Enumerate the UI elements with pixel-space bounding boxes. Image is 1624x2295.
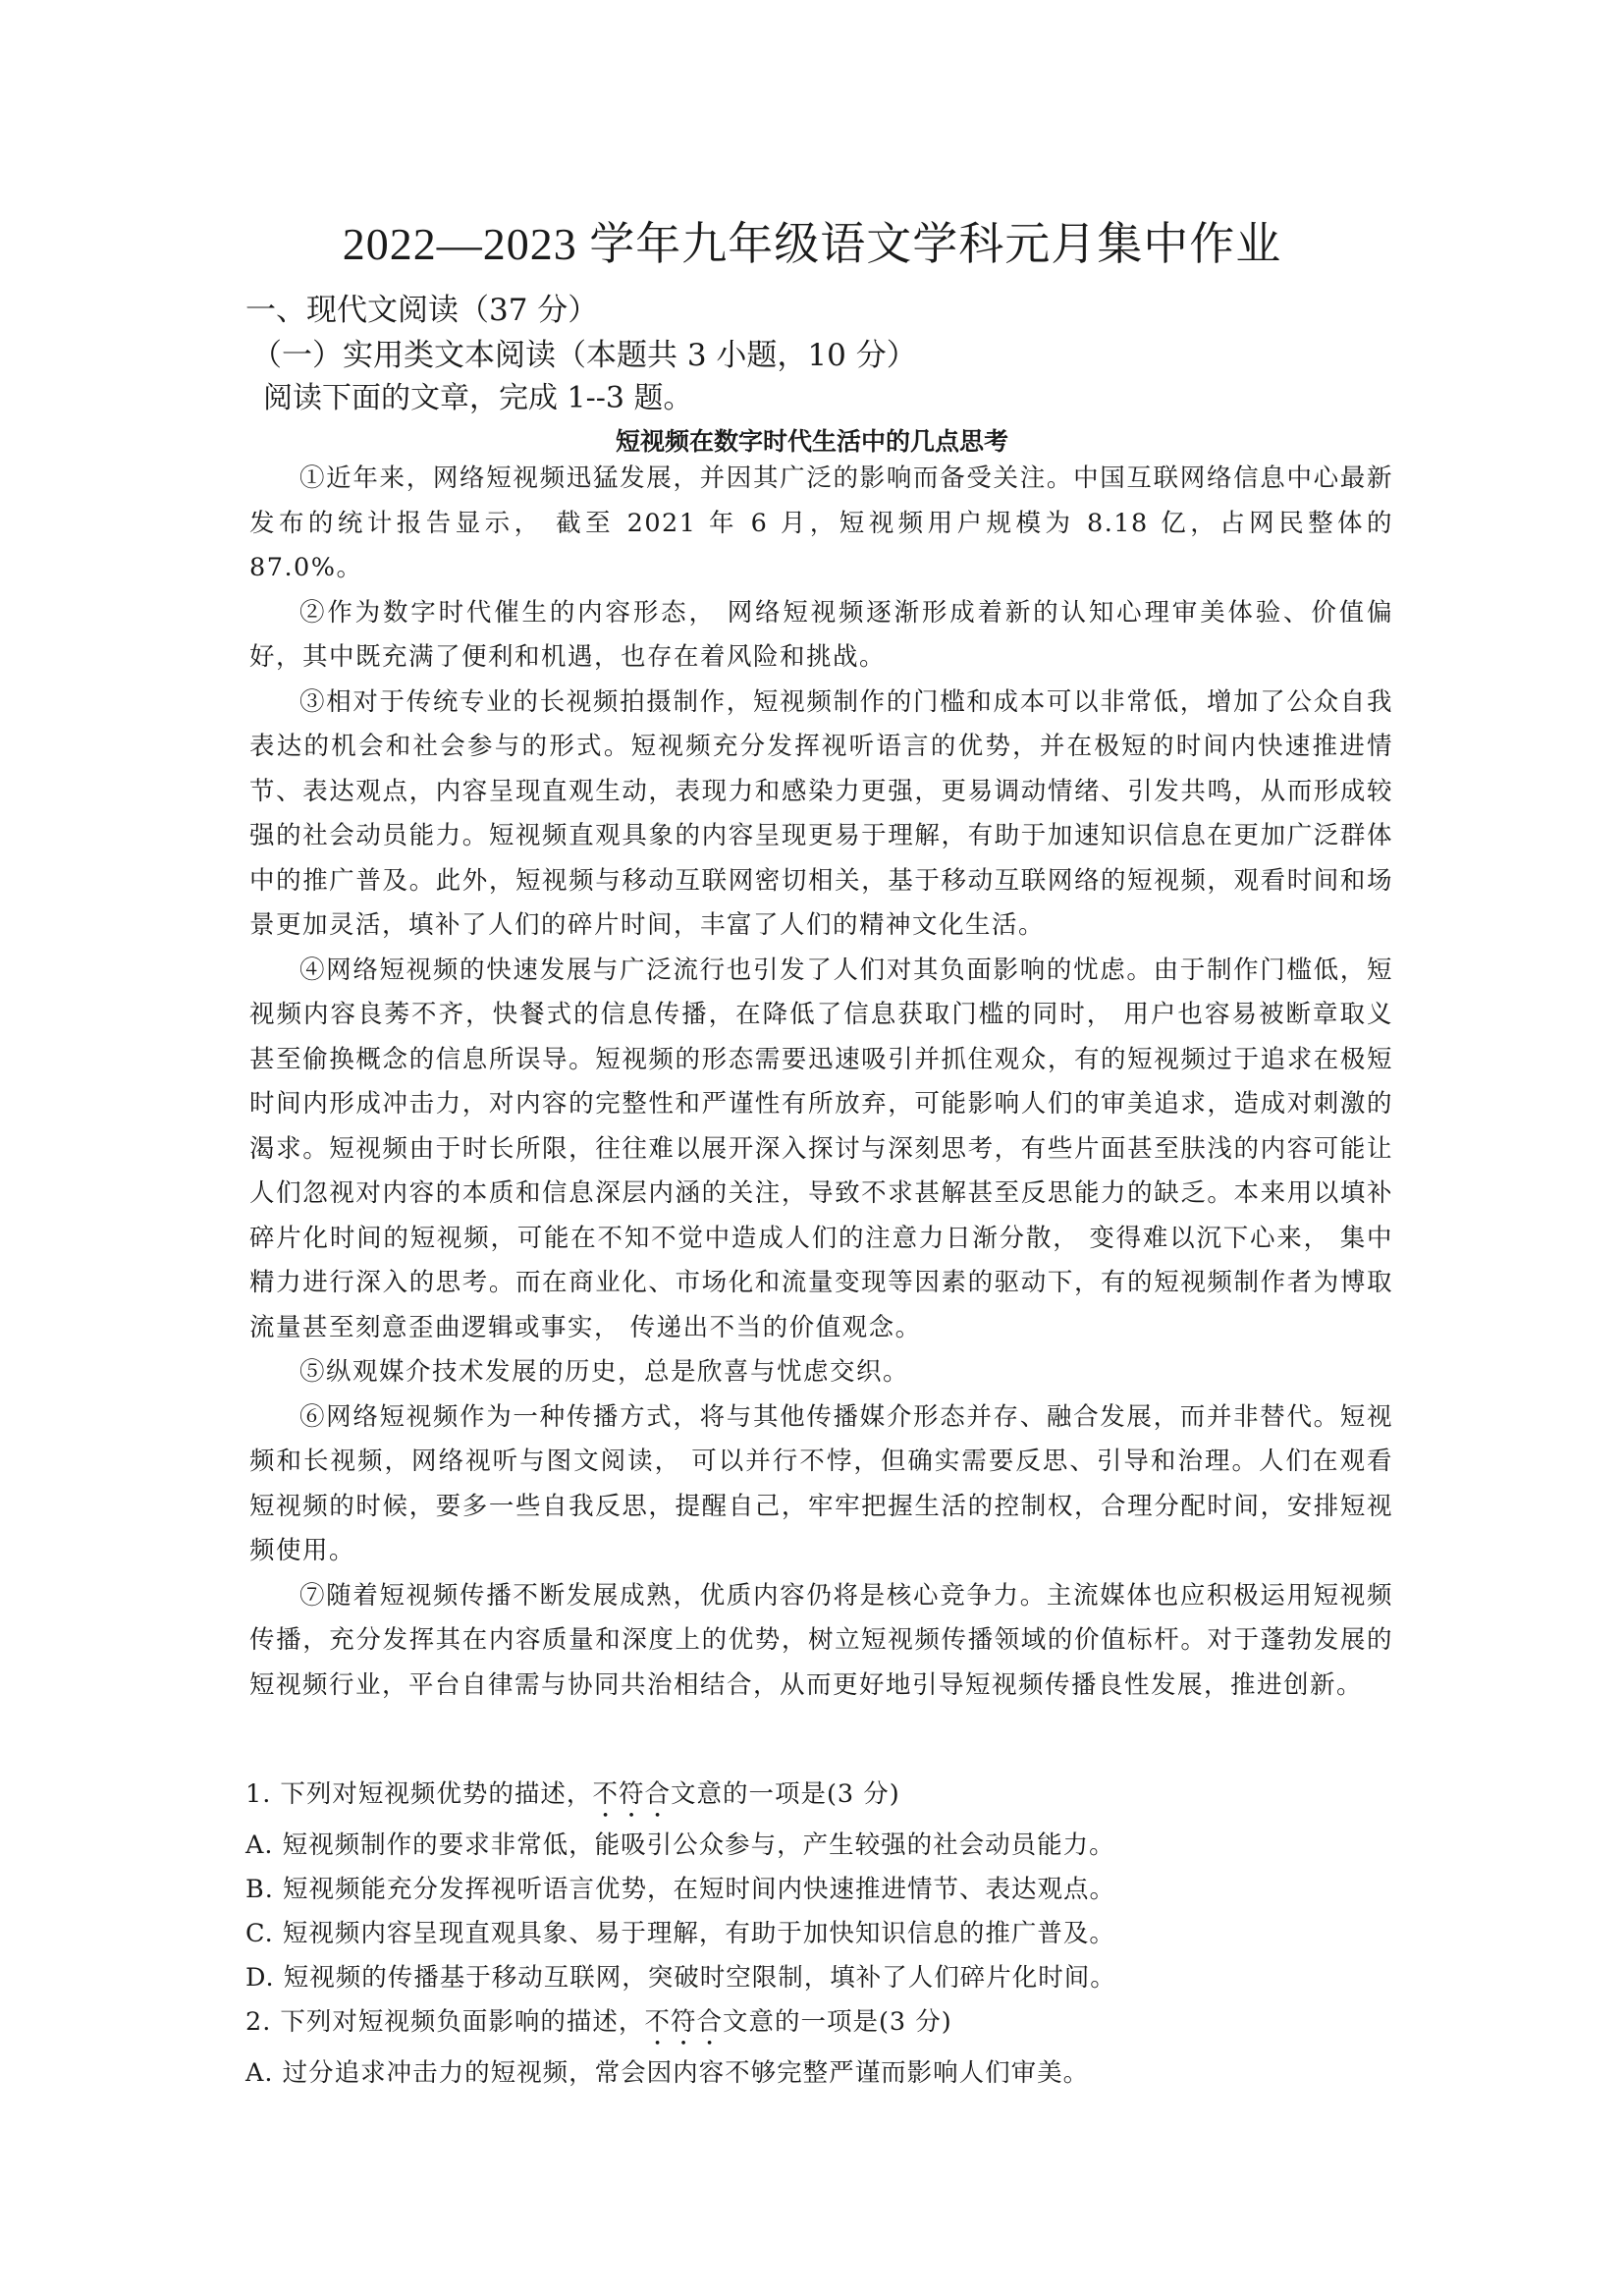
question-2-stem-text: 2. 下列对短视频负面影响的描述，	[245, 2007, 645, 2037]
paragraph-3: ③相对于传统专业的长视频拍摄制作，短视频制作的门槛和成本可以非常低，增加了公众自我表达的机会和社会参与的形式。短视频充分发挥视听语言的优势，并在极短的时间内快速推进情节、表达观点，内容呈现直观生动，表现力和感染力更强，更易调动情绪、引发共鸣，从而形成较强的社会动员能力。短视频直观具象的内容呈现更易于理解，有助于加速知识信息在更加广泛群体中的推广普及。此外，短视频与移动互联网密切相关，基于移动互联网络的短视频，观看时间和场景更加灵活，填补了人们的碎片时间，丰富了人们的精神文化生活。	[249, 686, 1393, 940]
article-body	[249, 457, 1393, 1708]
question-1-option-d: D. 短视频的传播基于移动互联网，突破时空限制，填补了人们碎片化时间。	[245, 1963, 1116, 1993]
paragraph-2: ②作为数字时代催生的内容形态， 网络短视频逐渐形成着新的认知心理审美体验、价值偏好，其中既充满了便利和机遇，也存在着风险和挑战。	[249, 597, 1393, 672]
question-1-stem-tail: 文意的一项是(3 分)	[670, 1779, 900, 1809]
question-2-stem	[245, 2000, 1404, 2051]
article-title: 短视频在数字时代生活中的几点思考	[615, 427, 1008, 456]
subsection-heading-practical-text: （一）实用类文本阅读（本题共 3 小题，10 分）	[251, 338, 917, 373]
question-list	[245, 1773, 1404, 2096]
question-1-option-a: A. 短视频制作的要求非常低，能吸引公众参与，产生较强的社会动员能力。	[245, 1831, 1115, 1860]
section-heading-modern-reading: 一、现代文阅读（37 分）	[245, 293, 599, 328]
paragraph-1: ①近年来，网络短视频迅猛发展，并因其广泛的影响而备受关注。中国互联网络信息中心最新发布的统计报告显示， 截至 2021 年 6 月，短视频用户规模为 8.18 亿，占网民整体的 87.0%。	[249, 464, 1393, 582]
question-1-stem	[245, 1773, 1404, 1824]
paragraph-7: ⑦随着短视频传播不断发展成熟，优质内容仍将是核心竞争力。主流媒体也应积极运用短视频传播，充分发挥其在内容质量和深度上的优势，树立短视频传播领域的价值标杆。对于蓬勃发展的短视频行业，平台自律需与协同共治相结合，从而更好地引导短视频传播良性发展，推进创新。	[249, 1580, 1393, 1700]
question-2-emphasis: 不符合	[644, 2007, 723, 2037]
paragraph-4: ④网络短视频的快速发展与广泛流行也引发了人们对其负面影响的忧虑。由于制作门槛低，短视频内容良莠不齐，快餐式的信息传播，在降低了信息获取门槛的同时， 用户也容易被断章取义甚至偷换概念的信息所误导。短视频的形态需要迅速吸引并抓住观众，有的短视频过于追求在极短时间内形成冲击力，对内容的完整性和严谨性有所放弃，可能影响人们的审美追求，造成对刺激的渴求。短视频由于时长所限，往往难以展开深入探讨与深刻思考，有些片面甚至肤浅的内容可能让人们忽视对内容的本质和信息深层内涵的关注，导致不求甚解甚至反思能力的缺乏。本来用以填补碎片化时间的短视频，可能在不知不觉中造成人们的注意力日渐分散， 变得难以沉下心来， 集中精力进行深入的思考。而在商业化、市场化和流量变现等因素的驱动下，有的短视频制作者为博取流量甚至刻意歪曲逻辑或事实， 传递出不当的价值观念。	[249, 955, 1393, 1342]
question-1-option-c: C. 短视频内容呈现直观具象、易于理解，有助于加快知识信息的推广普及。	[245, 1919, 1115, 1948]
question-2-option-a: A. 过分追求冲击力的短视频，常会因内容不够完整严谨而影响人们审美。	[245, 2058, 1090, 2088]
paragraph-5: ⑤纵观媒介技术发展的历史，总是欣喜与忧虑交织。	[299, 1357, 910, 1387]
paragraph-6: ⑥网络短视频作为一种传播方式，将与其他传播媒介形态并存、融合发展，而并非替代。短视频和长视频，网络视听与图文阅读， 可以并行不悖，但确实需要反思、引导和治理。人们在观看短视频的时候，要多一些自我反思，提醒自己，牢牢把握生活的控制权，合理分配时间，安排短视频使用。	[249, 1401, 1393, 1565]
exam-title: 2022—2023 学年九年级语文学科元月集中作业	[342, 219, 1282, 269]
reading-instruction: 阅读下面的文章，完成 1--3 题。	[263, 381, 693, 415]
question-1-stem-text: 1. 下列对短视频优势的描述，	[245, 1779, 593, 1809]
question-1-option-b: B. 短视频能充分发挥视听语言优势，在短时间内快速推进情节、表达观点。	[245, 1875, 1115, 1904]
question-2-stem-tail: 文意的一项是(3 分)	[722, 2007, 952, 2037]
question-1-emphasis: 不符合	[592, 1779, 671, 1809]
